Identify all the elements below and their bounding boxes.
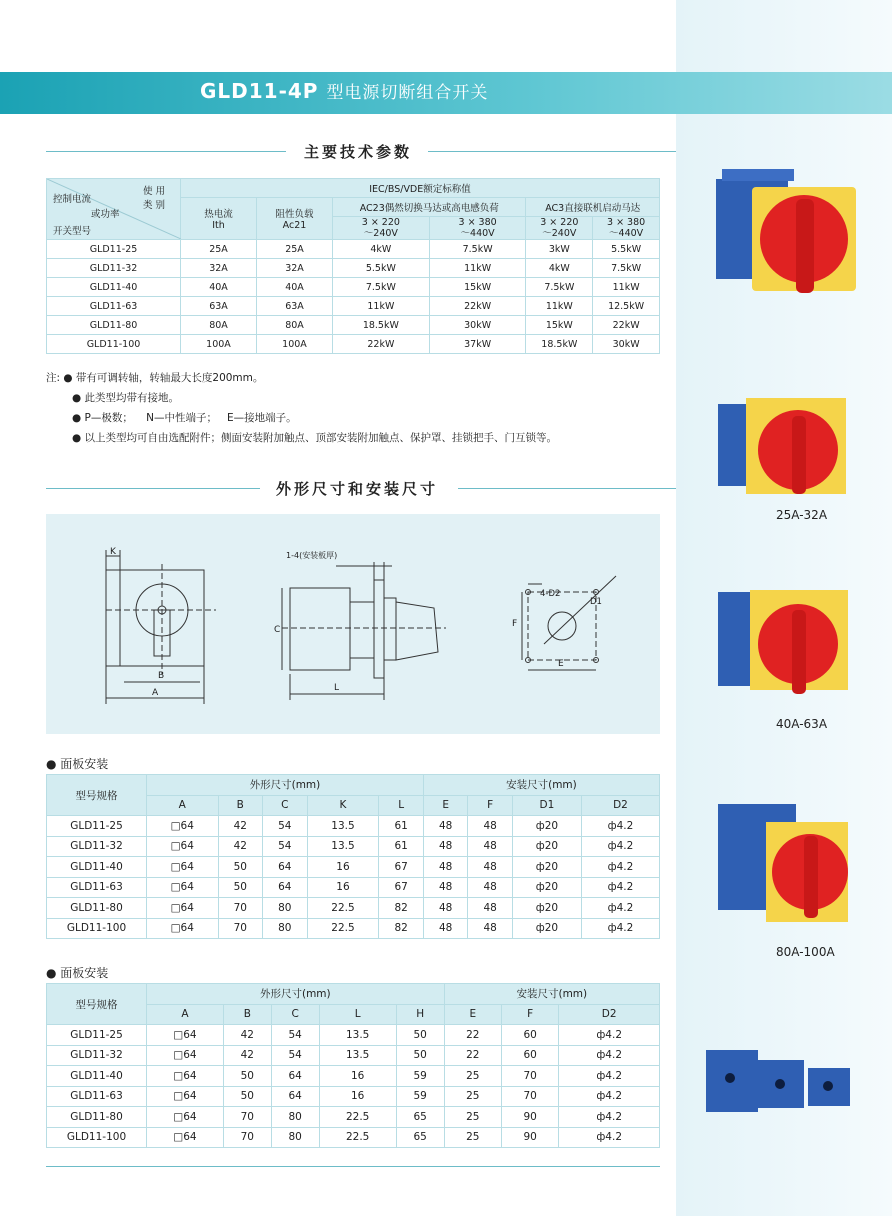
- table-cell: □64: [147, 1025, 224, 1046]
- table-row: [47, 816, 660, 837]
- table-cell: □64: [147, 918, 219, 939]
- spec-cell: 22kW: [593, 316, 660, 335]
- spec-table-row: [47, 278, 660, 297]
- spec-table-row: [47, 335, 660, 354]
- drawing-label-e: E: [558, 659, 564, 669]
- spec-cell: 80A: [181, 316, 257, 335]
- column-header: C: [271, 1004, 319, 1025]
- drawing-label-d1: D1: [590, 597, 602, 607]
- table-cell: 54: [263, 836, 308, 857]
- spec-cell: 100A: [257, 335, 333, 354]
- table-cell: 13.5: [307, 816, 379, 837]
- table-cell: 48: [468, 898, 513, 919]
- spec-cell: GLD11-80: [47, 316, 181, 335]
- table-cell: GLD11-80: [47, 898, 147, 919]
- table-row: [47, 857, 660, 878]
- product-image-main: [712, 165, 862, 297]
- product-label-25-32: 25A-32A: [776, 508, 828, 522]
- spec-cell: 40A: [257, 278, 333, 297]
- table-cell: 90: [501, 1107, 558, 1128]
- table-cell: 64: [271, 1066, 319, 1087]
- spec-cell: 63A: [181, 297, 257, 316]
- table-cell: 16: [307, 857, 379, 878]
- table-cell: □64: [147, 1066, 224, 1087]
- table-cell: 48: [423, 836, 468, 857]
- table-cell: ф20: [512, 918, 581, 939]
- header-install: 安装尺寸(mm): [423, 775, 659, 796]
- drawing-label-f: F: [512, 619, 518, 629]
- table-cell: 48: [468, 918, 513, 939]
- table-cell: 48: [423, 898, 468, 919]
- table-cell: 13.5: [319, 1025, 396, 1046]
- column-header: K: [307, 795, 379, 816]
- table-cell: □64: [147, 836, 219, 857]
- drawing-label-k: K: [110, 547, 116, 557]
- spec-cell: 18.5kW: [333, 316, 430, 335]
- header-v220: 3 × 220 ～240V: [333, 217, 430, 240]
- dimension-table-1: [46, 774, 660, 939]
- dimension-table-2: [46, 983, 660, 1148]
- column-header: L: [319, 1004, 396, 1025]
- table-cell: 13.5: [307, 836, 379, 857]
- section-heading-dims: 外形尺寸和安装尺寸: [46, 478, 676, 498]
- table-row: [47, 898, 660, 919]
- table-cell: 16: [307, 877, 379, 898]
- table-cell: 67: [379, 857, 424, 878]
- table-cell: 80: [271, 1127, 319, 1148]
- table-cell: 65: [396, 1107, 444, 1128]
- corner-cell: 使 用 类 别 控制电流 或功率 开关型号: [47, 179, 181, 240]
- table-cell: ф4.2: [559, 1086, 660, 1107]
- header-outer: 外形尺寸(mm): [147, 984, 445, 1005]
- table-cell: 48: [423, 816, 468, 837]
- table-cell: 48: [468, 836, 513, 857]
- table-row: [47, 1045, 660, 1066]
- notes: 注: ● 带有可调转轴，转轴最大长度200mm。 ● 此类型均带有接地。 ● P—极数； N—中性端子； E—接地端子。 ● 以上类型均可自由选配附件；侧面安装附加触点、顶部安装附加触点、保护罩、挂锁把手、门互锁等。: [46, 372, 557, 444]
- table-cell: ф20: [512, 898, 581, 919]
- table-cell: GLD11-25: [47, 816, 147, 837]
- product-label-80-100: 80A-100A: [776, 945, 835, 959]
- product-image-25-32: [712, 394, 852, 498]
- header-iec: IEC/BS/VDE额定标称值: [181, 179, 660, 198]
- header-v380: 3 × 380 ～440V: [429, 217, 526, 240]
- drawing-label-d2: 4-D2: [540, 589, 561, 599]
- table-cell: 54: [263, 816, 308, 837]
- table-cell: □64: [147, 898, 219, 919]
- table-cell: 50: [396, 1045, 444, 1066]
- table-cell: □64: [147, 1086, 224, 1107]
- table-cell: ф4.2: [559, 1066, 660, 1087]
- product-image-40-63: [712, 584, 852, 702]
- table-row: [47, 877, 660, 898]
- table-cell: 64: [263, 877, 308, 898]
- header-model: 型号规格: [47, 775, 147, 816]
- column-header: L: [379, 795, 424, 816]
- spec-cell: 11kW: [526, 297, 593, 316]
- table-cell: 61: [379, 816, 424, 837]
- panel1-title: ● 面板安装: [46, 757, 109, 771]
- table-cell: GLD11-100: [47, 1127, 147, 1148]
- table-cell: 25: [444, 1127, 501, 1148]
- table-cell: 70: [218, 918, 263, 939]
- table-cell: 50: [223, 1066, 271, 1087]
- table-cell: 82: [379, 918, 424, 939]
- drawing-label-b: B: [158, 671, 165, 681]
- table-row: [47, 1066, 660, 1087]
- table-cell: 22: [444, 1045, 501, 1066]
- table-row: [47, 1127, 660, 1148]
- spec-cell: 12.5kW: [593, 297, 660, 316]
- table-cell: 67: [379, 877, 424, 898]
- table-cell: 25: [444, 1086, 501, 1107]
- table-cell: □64: [147, 1045, 224, 1066]
- table-cell: ф20: [512, 857, 581, 878]
- table-cell: □64: [147, 857, 219, 878]
- spec-cell: 5.5kW: [333, 259, 430, 278]
- spec-cell: 32A: [181, 259, 257, 278]
- spec-cell: 32A: [257, 259, 333, 278]
- table-cell: 13.5: [319, 1045, 396, 1066]
- spec-cell: 25A: [181, 240, 257, 259]
- table-cell: 22.5: [307, 918, 379, 939]
- table-cell: GLD11-40: [47, 857, 147, 878]
- drawing-label-c: C: [274, 625, 281, 635]
- product-image-80-100: [712, 798, 852, 924]
- spec-cell: 22kW: [333, 335, 430, 354]
- header-resistive: 阻性负载 Ac21: [257, 198, 333, 240]
- table-cell: 70: [223, 1107, 271, 1128]
- spec-cell: 80A: [257, 316, 333, 335]
- spec-cell: GLD11-25: [47, 240, 181, 259]
- table-cell: 54: [271, 1045, 319, 1066]
- header-ac23: AC23偶然切换马达或高电感负荷: [333, 198, 526, 217]
- column-header: H: [396, 1004, 444, 1025]
- table-cell: □64: [147, 1127, 224, 1148]
- spec-cell: 4kW: [526, 259, 593, 278]
- drawing-label-plate: 1-4(安装板厚): [286, 551, 338, 560]
- table-row: [47, 1025, 660, 1046]
- table-cell: 22.5: [307, 898, 379, 919]
- table-cell: 48: [468, 877, 513, 898]
- header-v380-ac3: 3 × 380 ～440V: [593, 217, 660, 240]
- column-header: A: [147, 795, 219, 816]
- spec-table-row: [47, 259, 660, 278]
- spec-cell: 18.5kW: [526, 335, 593, 354]
- table-cell: GLD11-100: [47, 918, 147, 939]
- column-header: C: [263, 795, 308, 816]
- bottom-rule: [46, 1166, 660, 1167]
- header-ac3: AC3直接联机启动马达: [526, 198, 660, 217]
- table-cell: ф4.2: [581, 898, 659, 919]
- table-cell: ф4.2: [581, 857, 659, 878]
- spec-table: [46, 178, 660, 354]
- table-cell: 70: [501, 1066, 558, 1087]
- product-image-accessories: [700, 1038, 860, 1118]
- table-cell: ф4.2: [581, 836, 659, 857]
- spec-cell: GLD11-100: [47, 335, 181, 354]
- column-header: E: [444, 1004, 501, 1025]
- drawing-label-l: L: [334, 683, 340, 693]
- table-cell: ф4.2: [581, 918, 659, 939]
- table-cell: GLD11-32: [47, 1045, 147, 1066]
- table-cell: 70: [218, 898, 263, 919]
- table-cell: 22.5: [319, 1107, 396, 1128]
- spec-cell: GLD11-63: [47, 297, 181, 316]
- table-cell: 25: [444, 1107, 501, 1128]
- table-cell: 59: [396, 1066, 444, 1087]
- table-cell: 42: [223, 1025, 271, 1046]
- table-cell: ф4.2: [581, 816, 659, 837]
- table-cell: 50: [218, 877, 263, 898]
- table-cell: 60: [501, 1025, 558, 1046]
- spec-cell: 100A: [181, 335, 257, 354]
- spec-cell: 7.5kW: [429, 240, 526, 259]
- table-row: [47, 836, 660, 857]
- spec-cell: 3kW: [526, 240, 593, 259]
- spec-cell: 40A: [181, 278, 257, 297]
- table-cell: 25: [444, 1066, 501, 1087]
- spec-cell: 22kW: [429, 297, 526, 316]
- table-cell: 42: [218, 816, 263, 837]
- table-cell: □64: [147, 877, 219, 898]
- product-label-40-63: 40A-63A: [776, 717, 828, 731]
- table-cell: ф4.2: [581, 877, 659, 898]
- spec-cell: GLD11-32: [47, 259, 181, 278]
- spec-cell: 11kW: [429, 259, 526, 278]
- column-header: F: [468, 795, 513, 816]
- spec-cell: 30kW: [593, 335, 660, 354]
- header-model: 型号规格: [47, 984, 147, 1025]
- column-header: B: [218, 795, 263, 816]
- title-banner: [0, 72, 892, 114]
- table-cell: ф4.2: [559, 1107, 660, 1128]
- column-header: B: [223, 1004, 271, 1025]
- table-cell: 54: [271, 1025, 319, 1046]
- table-cell: 48: [423, 857, 468, 878]
- spec-table-row: [47, 297, 660, 316]
- table-cell: 16: [319, 1086, 396, 1107]
- table-cell: 48: [468, 857, 513, 878]
- table-cell: 22.5: [319, 1127, 396, 1148]
- table-cell: ф20: [512, 877, 581, 898]
- spec-cell: 7.5kW: [526, 278, 593, 297]
- table-cell: ф4.2: [559, 1127, 660, 1148]
- spec-cell: 15kW: [526, 316, 593, 335]
- header-install: 安装尺寸(mm): [444, 984, 659, 1005]
- table-cell: GLD11-40: [47, 1066, 147, 1087]
- table-cell: ф4.2: [559, 1025, 660, 1046]
- table-cell: 60: [501, 1045, 558, 1066]
- page-title: GLD11-4P 型电源切断组合开关: [200, 79, 489, 103]
- table-cell: 50: [396, 1025, 444, 1046]
- column-header: D1: [512, 795, 581, 816]
- drawing-label-a: A: [152, 688, 159, 698]
- table-cell: 64: [263, 857, 308, 878]
- section-heading-specs: 主要技术参数: [46, 141, 676, 161]
- table-cell: □64: [147, 1107, 224, 1128]
- column-header: A: [147, 1004, 224, 1025]
- table-cell: 22: [444, 1025, 501, 1046]
- table-row: [47, 1086, 660, 1107]
- table-cell: 42: [218, 836, 263, 857]
- panel2-title: ● 面板安装: [46, 966, 109, 980]
- table-cell: GLD11-80: [47, 1107, 147, 1128]
- header-v220-ac3: 3 × 220 ～240V: [526, 217, 593, 240]
- dimension-drawing: [46, 514, 660, 734]
- table-cell: 82: [379, 898, 424, 919]
- table-cell: 59: [396, 1086, 444, 1107]
- spec-cell: 30kW: [429, 316, 526, 335]
- spec-table-row: [47, 240, 660, 259]
- table-cell: 50: [223, 1086, 271, 1107]
- spec-cell: 11kW: [333, 297, 430, 316]
- column-header: E: [423, 795, 468, 816]
- table-cell: 90: [501, 1127, 558, 1148]
- spec-cell: 63A: [257, 297, 333, 316]
- table-cell: ф20: [512, 836, 581, 857]
- table-cell: GLD11-63: [47, 877, 147, 898]
- column-header: D2: [581, 795, 659, 816]
- table-cell: 70: [501, 1086, 558, 1107]
- table-row: [47, 1107, 660, 1128]
- table-cell: ф20: [512, 816, 581, 837]
- header-outer: 外形尺寸(mm): [147, 775, 424, 796]
- table-cell: GLD11-63: [47, 1086, 147, 1107]
- spec-cell: 25A: [257, 240, 333, 259]
- table-cell: 48: [423, 918, 468, 939]
- spec-cell: 11kW: [593, 278, 660, 297]
- table-cell: GLD11-32: [47, 836, 147, 857]
- table-cell: 48: [468, 816, 513, 837]
- spec-cell: 7.5kW: [333, 278, 430, 297]
- column-header: F: [501, 1004, 558, 1025]
- spec-cell: 5.5kW: [593, 240, 660, 259]
- column-header: D2: [559, 1004, 660, 1025]
- spec-table-row: [47, 316, 660, 335]
- header-heat-current: 热电流 Ith: [181, 198, 257, 240]
- table-cell: 64: [271, 1086, 319, 1107]
- spec-cell: 37kW: [429, 335, 526, 354]
- spec-cell: 15kW: [429, 278, 526, 297]
- table-cell: GLD11-25: [47, 1025, 147, 1046]
- table-row: [47, 918, 660, 939]
- spec-cell: 7.5kW: [593, 259, 660, 278]
- table-cell: 65: [396, 1127, 444, 1148]
- spec-cell: 4kW: [333, 240, 430, 259]
- table-cell: 50: [218, 857, 263, 878]
- table-cell: 16: [319, 1066, 396, 1087]
- table-cell: 80: [263, 918, 308, 939]
- table-cell: ф4.2: [559, 1045, 660, 1066]
- table-cell: 80: [263, 898, 308, 919]
- table-cell: □64: [147, 816, 219, 837]
- spec-cell: GLD11-40: [47, 278, 181, 297]
- table-cell: 61: [379, 836, 424, 857]
- table-cell: 42: [223, 1045, 271, 1066]
- table-cell: 48: [423, 877, 468, 898]
- table-cell: 70: [223, 1127, 271, 1148]
- table-cell: 80: [271, 1107, 319, 1128]
